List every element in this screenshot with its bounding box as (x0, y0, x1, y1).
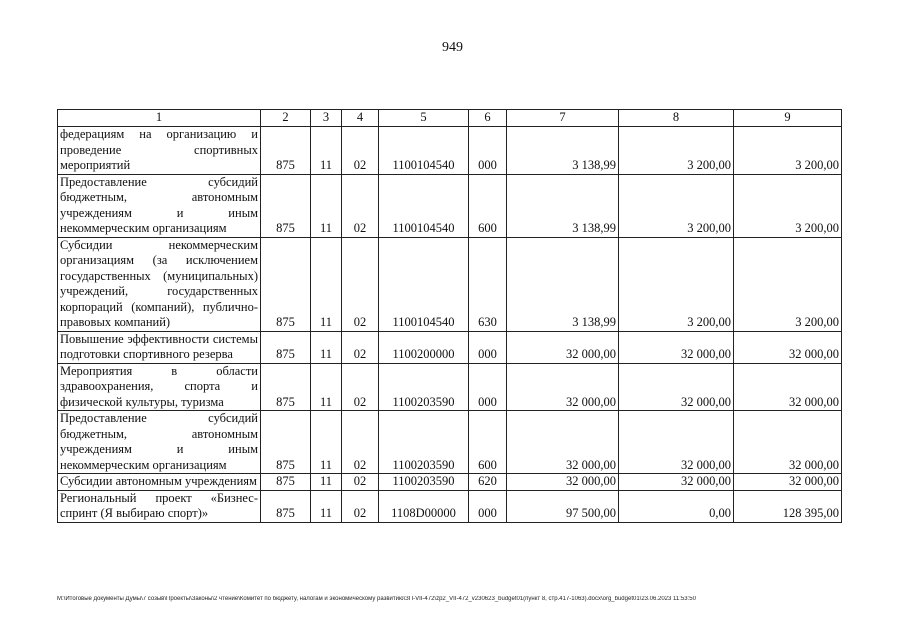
amount-cell: 32 000,00 (734, 331, 842, 363)
target-article-cell: 1108D00000 (379, 490, 469, 522)
expense-type-cell: 620 (469, 474, 507, 491)
table-row (58, 411, 842, 474)
amount-cell: 32 000,00 (734, 474, 842, 491)
subsection-cell: 02 (342, 363, 379, 411)
header-cell: 9 (734, 110, 842, 127)
table-row (58, 331, 842, 363)
amount-cell: 32 000,00 (619, 363, 734, 411)
code-cell: 875 (261, 127, 311, 175)
header-cell: 5 (379, 110, 469, 127)
table-row (58, 237, 842, 331)
header-cell: 2 (261, 110, 311, 127)
amount-cell: 3 200,00 (734, 127, 842, 175)
amount-cell: 3 138,99 (507, 127, 619, 175)
header-cell: 7 (507, 110, 619, 127)
subsection-cell: 02 (342, 490, 379, 522)
amount-cell: 32 000,00 (619, 474, 734, 491)
expense-type-cell: 600 (469, 174, 507, 237)
row-name-cell: федерациям на организацию и проведение спортивных мероприятий (58, 127, 261, 175)
target-article-cell: 1100104540 (379, 174, 469, 237)
header-cell: 8 (619, 110, 734, 127)
amount-cell: 97 500,00 (507, 490, 619, 522)
amount-cell: 0,00 (619, 490, 734, 522)
table-row (58, 490, 842, 522)
amount-cell: 3 138,99 (507, 174, 619, 237)
expense-type-cell: 600 (469, 411, 507, 474)
row-name-cell: Предоставление субсидий бюджетным, автономным учреждениям и иным некоммерческим организациям (58, 174, 261, 237)
target-article-cell: 1100203590 (379, 411, 469, 474)
row-name-cell: Предоставление субсидий бюджетным, автономным учреждениям и иным некоммерческим организациям (58, 411, 261, 474)
table-row (58, 474, 842, 491)
expense-type-cell: 000 (469, 363, 507, 411)
subsection-cell: 02 (342, 237, 379, 331)
code-cell: 875 (261, 411, 311, 474)
table-row (58, 127, 842, 175)
amount-cell: 3 138,99 (507, 237, 619, 331)
row-name-cell: Повышение эффективности системы подготовки спортивного резерва (58, 331, 261, 363)
amount-cell: 128 395,00 (734, 490, 842, 522)
table-row (58, 174, 842, 237)
expense-type-cell: 000 (469, 127, 507, 175)
amount-cell: 3 200,00 (619, 174, 734, 237)
table-row (58, 363, 842, 411)
header-cell: 3 (311, 110, 342, 127)
subsection-cell: 02 (342, 331, 379, 363)
row-name-cell: Региональный проект «Бизнес-спринт (Я выбираю спорт)» (58, 490, 261, 522)
amount-cell: 3 200,00 (734, 174, 842, 237)
section-cell: 11 (311, 490, 342, 522)
target-article-cell: 1100200000 (379, 331, 469, 363)
expense-type-cell: 630 (469, 237, 507, 331)
subsection-cell: 02 (342, 411, 379, 474)
code-cell: 875 (261, 490, 311, 522)
code-cell: 875 (261, 474, 311, 491)
section-cell: 11 (311, 174, 342, 237)
amount-cell: 32 000,00 (507, 411, 619, 474)
amount-cell: 3 200,00 (619, 127, 734, 175)
amount-cell: 32 000,00 (619, 331, 734, 363)
section-cell: 11 (311, 363, 342, 411)
section-cell: 11 (311, 331, 342, 363)
expense-type-cell: 000 (469, 331, 507, 363)
header-cell: 6 (469, 110, 507, 127)
row-name-cell: Мероприятия в области здравоохранения, спорта и физической культуры, туризма (58, 363, 261, 411)
page-number: 949 (442, 40, 463, 55)
code-cell: 875 (261, 331, 311, 363)
file-path-footer: М:\Итоговые документы Думы\7 созыв\Проекты\Законы\2 чтение\Комитет по бюджету, налогам и экономическому развитию\ЗП-VII-472\zp2_VII-472_v230623_budget01(пункт 8, стр.417-1063).docx\org_budget01\23.06.2023 11:53:50 (57, 596, 696, 602)
table-header-row (58, 110, 842, 127)
target-article-cell: 1100104540 (379, 127, 469, 175)
target-article-cell: 1100203590 (379, 363, 469, 411)
amount-cell: 32 000,00 (734, 411, 842, 474)
section-cell: 11 (311, 474, 342, 491)
subsection-cell: 02 (342, 127, 379, 175)
target-article-cell: 1100104540 (379, 237, 469, 331)
expense-type-cell: 000 (469, 490, 507, 522)
amount-cell: 32 000,00 (507, 363, 619, 411)
row-name-cell: Субсидии автономным учреждениям (58, 474, 261, 491)
amount-cell: 3 200,00 (734, 237, 842, 331)
code-cell: 875 (261, 363, 311, 411)
section-cell: 11 (311, 411, 342, 474)
section-cell: 11 (311, 127, 342, 175)
header-cell: 4 (342, 110, 379, 127)
code-cell: 875 (261, 174, 311, 237)
subsection-cell: 02 (342, 174, 379, 237)
amount-cell: 3 200,00 (619, 237, 734, 331)
amount-cell: 32 000,00 (507, 474, 619, 491)
section-cell: 11 (311, 237, 342, 331)
subsection-cell: 02 (342, 474, 379, 491)
table-body (58, 110, 842, 523)
target-article-cell: 1100203590 (379, 474, 469, 491)
amount-cell: 32 000,00 (507, 331, 619, 363)
amount-cell: 32 000,00 (619, 411, 734, 474)
budget-table (57, 109, 842, 523)
amount-cell: 32 000,00 (734, 363, 842, 411)
row-name-cell: Субсидии некоммерческим организациям (за исключением государственных (муниципальных) учреждений, государственных корпораций (компаний), публично-правовых компаний) (58, 237, 261, 331)
header-cell: 1 (58, 110, 261, 127)
code-cell: 875 (261, 237, 311, 331)
